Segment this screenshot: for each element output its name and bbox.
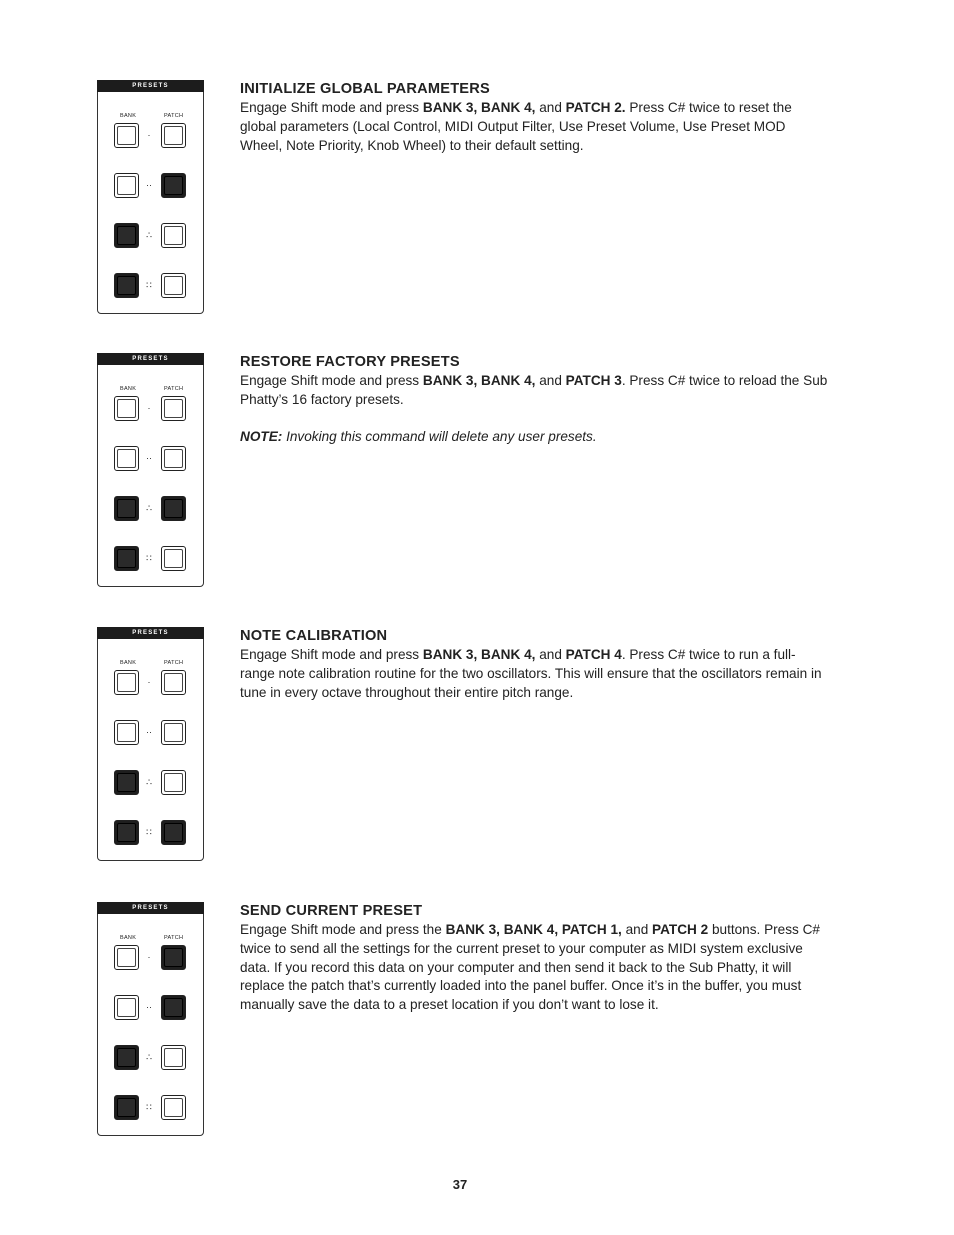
bank-3-button-lit	[114, 223, 139, 248]
bank-2-button	[114, 446, 139, 471]
row-1-dots-icon: ·	[147, 677, 151, 687]
section-title: SEND CURRENT PRESET	[240, 903, 423, 919]
bold-text: PATCH 2.	[565, 100, 626, 115]
patch-1-button	[161, 396, 186, 421]
row-2-dots-icon: ··	[146, 180, 152, 190]
bank-column-label: BANK	[120, 386, 137, 392]
body-paragraph	[240, 921, 830, 1015]
patch-column-label: PATCH	[164, 113, 184, 119]
bank-2-button	[114, 173, 139, 198]
bank-column-label: BANK	[120, 660, 137, 666]
body-paragraph	[240, 646, 830, 702]
body-text: and	[535, 100, 566, 115]
bold-text: BANK 3, BANK 4,	[422, 100, 536, 115]
row-1-dots-icon: ·	[147, 403, 151, 413]
bold-text: BANK 3, BANK 4, PATCH 1,	[445, 922, 622, 937]
presets-panel-header: PRESETS	[97, 353, 204, 365]
row-1-dots-icon: ·	[147, 952, 151, 962]
bank-1-button	[114, 945, 139, 970]
section-text	[240, 80, 830, 155]
patch-1-button	[161, 670, 186, 695]
bold-text: PATCH 2	[652, 922, 709, 937]
patch-2-button-lit	[161, 995, 186, 1020]
body-text: buttons. Press C# twice to send all the settings for the current preset to your computer as MIDI system exclusive data. If you record this data on your computer and then send it back to the Sub Phatty, it will replace the patch that’s currently loaded into the panel buffer. Once it’s in the buffer, you must manually save the data to a preset location if you don’t want to lose it.	[240, 922, 820, 1013]
page-number: 37	[452, 1177, 468, 1192]
patch-column-label: PATCH	[164, 386, 184, 392]
patch-4-button	[161, 546, 186, 571]
row-2-dots-icon: ··	[146, 453, 152, 463]
row-3-dots-icon: ∴	[146, 777, 152, 787]
body-paragraph	[240, 99, 830, 155]
note-paragraph	[240, 428, 830, 447]
patch-3-button	[161, 1045, 186, 1070]
presets-panel-header: PRESETS	[97, 902, 204, 914]
bold-text: PATCH 3	[565, 373, 622, 388]
bank-3-button-lit	[114, 770, 139, 795]
body-text: and	[535, 373, 566, 388]
presets-panel-header: PRESETS	[97, 80, 204, 92]
patch-1-button-lit	[161, 945, 186, 970]
body-text: and	[621, 922, 653, 937]
bank-2-button	[114, 995, 139, 1020]
bank-1-button	[114, 123, 139, 148]
patch-2-button	[161, 446, 186, 471]
patch-4-button	[161, 273, 186, 298]
section-text	[240, 627, 830, 702]
body-text: Engage Shift mode and press	[240, 100, 423, 115]
patch-4-button	[161, 1095, 186, 1120]
row-3-dots-icon: ∴	[146, 230, 152, 240]
section-text	[240, 353, 830, 447]
body-text: and	[535, 647, 566, 662]
patch-3-button	[161, 223, 186, 248]
section-body	[240, 99, 830, 155]
section-title: RESTORE FACTORY PRESETS	[240, 354, 460, 370]
body-text: . Press C# twice to reload the Sub Phatty’s 16 factory presets.	[240, 373, 828, 407]
patch-column-label: PATCH	[164, 935, 184, 941]
row-3-dots-icon: ∴	[146, 1052, 152, 1062]
section-body	[240, 921, 830, 1015]
patch-2-button	[161, 720, 186, 745]
bank-4-button-lit	[114, 546, 139, 571]
bank-4-button-lit	[114, 820, 139, 845]
row-2-dots-icon: ··	[146, 727, 152, 737]
bank-column-label: BANK	[120, 935, 137, 941]
row-4-dots-icon: ∷	[146, 553, 152, 563]
patch-2-button-lit	[161, 173, 186, 198]
body-text: Press C# twice to reset the global parameters (Local Control, MIDI Output Filter, Use Preset Volume, Use Preset MOD Wheel, Note Priority, Knob Wheel) to their default setting.	[240, 100, 792, 153]
note-label: NOTE:	[240, 429, 283, 445]
bank-1-button	[114, 670, 139, 695]
section-body	[240, 646, 830, 702]
bank-3-button-lit	[114, 1045, 139, 1070]
bold-text: BANK 3, BANK 4,	[422, 647, 536, 662]
bank-2-button	[114, 720, 139, 745]
bank-column-label: BANK	[120, 113, 137, 119]
row-1-dots-icon: ·	[147, 130, 151, 140]
bold-text: PATCH 4	[565, 647, 622, 662]
presets-panel-diagram	[97, 627, 204, 861]
presets-panel-diagram	[97, 902, 204, 1136]
patch-4-button-lit	[161, 820, 186, 845]
body-paragraph	[240, 372, 830, 410]
section-title: INITIALIZE GLOBAL PARAMETERS	[240, 81, 490, 97]
row-4-dots-icon: ∷	[146, 827, 152, 837]
section-text	[240, 902, 830, 1015]
row-3-dots-icon: ∴	[146, 503, 152, 513]
note-text: Invoking this command will delete any user presets.	[282, 429, 597, 445]
row-2-dots-icon: ··	[146, 1002, 152, 1012]
patch-3-button-lit	[161, 496, 186, 521]
patch-column-label: PATCH	[164, 660, 184, 666]
body-text: . Press C# twice to run a full-range note calibration routine for the two oscillators. This will ensure that the oscillators remain in tune in every octave throughout their entire pitch range.	[240, 647, 822, 700]
patch-1-button	[161, 123, 186, 148]
body-text: Engage Shift mode and press the	[240, 922, 446, 937]
presets-panel-header: PRESETS	[97, 627, 204, 639]
section-title: NOTE CALIBRATION	[240, 628, 388, 644]
presets-panel-diagram	[97, 80, 204, 314]
section-body	[240, 372, 830, 447]
row-4-dots-icon: ∷	[146, 280, 152, 290]
bank-4-button-lit	[114, 1095, 139, 1120]
patch-3-button	[161, 770, 186, 795]
row-4-dots-icon: ∷	[146, 1102, 152, 1112]
bank-3-button-lit	[114, 496, 139, 521]
bank-4-button-lit	[114, 273, 139, 298]
body-text: Engage Shift mode and press	[240, 373, 423, 388]
bank-1-button	[114, 396, 139, 421]
body-text: Engage Shift mode and press	[240, 647, 423, 662]
bold-text: BANK 3, BANK 4,	[422, 373, 536, 388]
presets-panel-diagram	[97, 353, 204, 587]
